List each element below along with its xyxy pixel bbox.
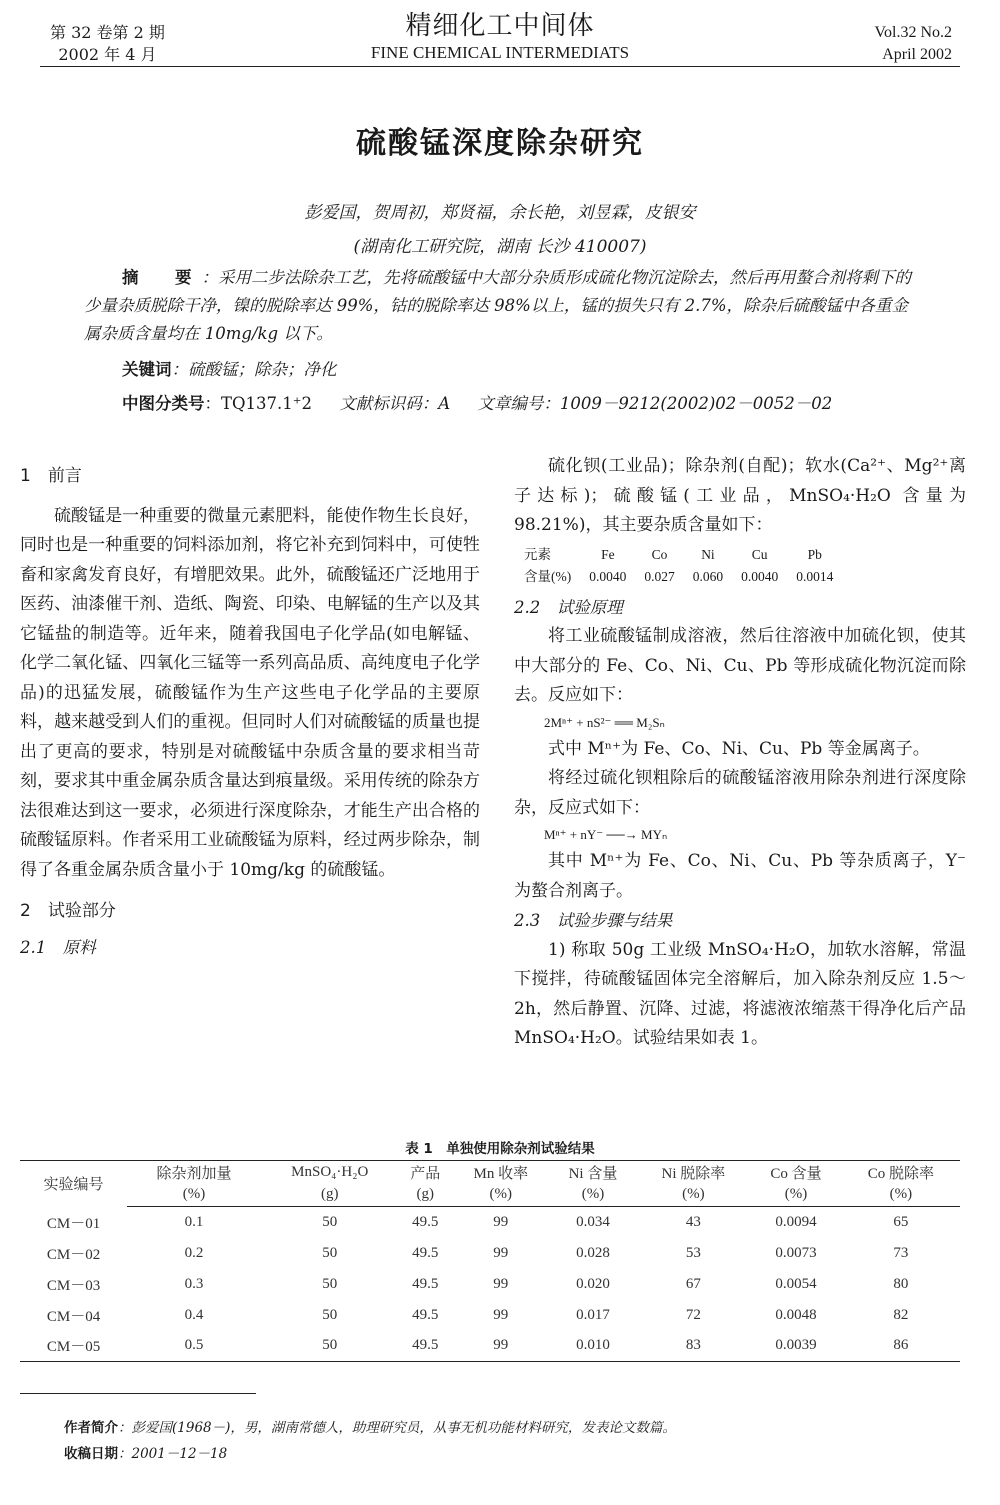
table-cell: 49.5 bbox=[412, 1244, 439, 1261]
table1-caption: 表 1 单独使用除杂剂试验结果 bbox=[405, 1141, 595, 1157]
table-cell: 49.5 bbox=[399, 1331, 453, 1362]
table1 bbox=[20, 1160, 960, 1362]
reaction-formula-2: Mⁿ⁺ + nY⁻ ──→ MYₙ bbox=[544, 827, 668, 842]
paper-title: 硫酸锰深度除杂研究 bbox=[356, 126, 644, 161]
table-cell: 0.010 bbox=[549, 1331, 636, 1362]
table1-header-cell: Mn 收率 bbox=[452, 1161, 549, 1184]
reaction-formula-1: 2Mⁿ⁺ + nS²⁻ ══ M₂Sₙ bbox=[544, 714, 665, 730]
impurity-value-cell: 0.0014 bbox=[796, 568, 834, 584]
journal-name-cn: 精细化工中间体 bbox=[405, 11, 595, 41]
subsection-2-3: 2.3 试验步骤与结果 bbox=[514, 911, 673, 930]
table-cell: 49.5 bbox=[412, 1213, 439, 1230]
table1-unit-cell: (%) bbox=[549, 1184, 636, 1207]
table1-unit-cell: (%) bbox=[636, 1184, 750, 1207]
table-cell: 99 bbox=[493, 1275, 509, 1292]
table1-header-row bbox=[20, 1161, 960, 1184]
table1-unit-cell: (%) bbox=[452, 1184, 549, 1207]
header-divider bbox=[40, 66, 960, 67]
principle-text-1: 将工业硫酸锰制成溶液，然后往溶液中加硫化钡，使其中大部分的 Fe、Co、Ni、Cu、Pb 等形成硫化物沉淀而除去。反应如下： bbox=[514, 626, 966, 705]
keywords-text: ：硫酸锰；除杂；净化 bbox=[171, 360, 337, 379]
table-cell: 0.0054 bbox=[775, 1275, 817, 1292]
author-bio bbox=[64, 1416, 676, 1436]
issue-date: 2002 年 4 月 bbox=[58, 45, 157, 64]
author-bio-text: ：彭爱国(1968－)，男，湖南常德人，助理研究员，从事无机功能材料研究，发表论文数篇。 bbox=[118, 1420, 676, 1436]
table-cell: 49.5 bbox=[412, 1306, 439, 1323]
table-cell: 67 bbox=[685, 1275, 701, 1292]
received-date-text: ：2001－12－18 bbox=[118, 1446, 228, 1462]
table-cell: 82 bbox=[893, 1306, 909, 1323]
principle-text-3: 将经过硫化钡粗除后的硫酸锰溶液用除杂剂进行深度除杂，反应式如下： bbox=[514, 768, 966, 818]
table-cell: 49.5 bbox=[412, 1275, 439, 1292]
keywords-label: 关键词 bbox=[122, 360, 172, 379]
table-cell: 50 bbox=[322, 1306, 338, 1323]
table-cell: 0.0094 bbox=[775, 1213, 817, 1230]
table-cell: 50 bbox=[322, 1213, 338, 1230]
table-cell: 0.0039 bbox=[750, 1331, 841, 1362]
table-cell: CM－02 bbox=[46, 1246, 101, 1263]
table1-header-cell: Ni 含量 bbox=[549, 1161, 636, 1184]
table-cell: 0.028 bbox=[576, 1244, 610, 1261]
volume-info-en bbox=[875, 22, 953, 66]
impurity-table bbox=[514, 543, 851, 589]
keywords bbox=[122, 356, 337, 380]
classification-code: ：TQ137.1⁺2 bbox=[204, 394, 312, 413]
table1-header-cell: Ni 脱除率 bbox=[636, 1161, 750, 1184]
table-row bbox=[20, 1207, 960, 1238]
issue-info bbox=[50, 22, 165, 66]
table-cell: 53 bbox=[685, 1244, 701, 1261]
table1-unit-cell: (%) bbox=[127, 1184, 261, 1207]
table-cell: 0.1 bbox=[184, 1213, 204, 1230]
left-column bbox=[20, 462, 480, 962]
table1-header-cell: 实验编号 bbox=[20, 1161, 127, 1207]
table-cell: 99 bbox=[493, 1213, 509, 1230]
table1-unit-cell: (g) bbox=[261, 1184, 399, 1207]
table-cell: 0.0073 bbox=[775, 1244, 817, 1261]
table1-header-cell: Co 含量 bbox=[750, 1161, 841, 1184]
table-cell: 0.0048 bbox=[775, 1306, 817, 1323]
table-cell: 0.4 bbox=[184, 1306, 204, 1323]
table-cell: 50 bbox=[322, 1244, 338, 1261]
table-row bbox=[20, 1269, 960, 1300]
received-date-label: 收稿日期 bbox=[64, 1446, 118, 1462]
author-list: 彭爱国，贺周初，郑贤福，余长艳，刘昱霖，皮银安 bbox=[304, 203, 696, 223]
impurity-header-row bbox=[516, 545, 849, 565]
impurity-header-cell: Fe bbox=[601, 546, 615, 562]
subsection-2-2: 2.2 试验原理 bbox=[514, 597, 623, 617]
author-bio-label: 作者简介 bbox=[64, 1420, 118, 1436]
table1-header-cell: MnSO₄·H₂O bbox=[261, 1161, 399, 1184]
abstract bbox=[84, 264, 920, 348]
article-number: 文章编号：1009－9212(2002)02－0052－02 bbox=[477, 394, 833, 413]
table-cell: 99 bbox=[493, 1244, 509, 1261]
principle-text-4: 其中 Mⁿ⁺为 Fe、Co、Ni、Cu、Pb 等杂质离子，Y⁻为螯合剂离子。 bbox=[514, 851, 966, 901]
table-cell: 86 bbox=[842, 1331, 960, 1362]
table-cell: 0.5 bbox=[127, 1331, 261, 1362]
table-cell: 99 bbox=[452, 1331, 549, 1362]
document-code: 文献标识码：A bbox=[339, 394, 451, 413]
received-date bbox=[64, 1442, 227, 1462]
table-cell: 83 bbox=[636, 1331, 750, 1362]
abstract-label: 摘 要 bbox=[122, 268, 202, 287]
impurity-header-cell: Pb bbox=[807, 546, 822, 562]
impurity-value-row bbox=[516, 567, 849, 587]
table-cell: 43 bbox=[685, 1213, 701, 1230]
table-cell: 80 bbox=[893, 1275, 909, 1292]
table-cell: CM－04 bbox=[46, 1308, 101, 1325]
abstract-text: ：采用二步法除杂工艺，先将硫酸锰中大部分杂质形成硫化物沉淀除去，然后再用螯合剂将剩下的少量杂质脱除干净，镍的脱除率达 99%，钴的脱除率达 98%以上，锰的损失只有 2.7%，除杂后硫酸锰中各重金属杂质含量均在 10mg/kg 以下。 bbox=[84, 268, 911, 343]
table-row bbox=[20, 1300, 960, 1331]
impurity-header-cell: Cu bbox=[751, 546, 768, 562]
section2-heading: 2 试验部分 bbox=[20, 901, 116, 921]
journal-masthead bbox=[290, 10, 710, 64]
principle-text-2: 式中 Mⁿ⁺为 Fe、Co、Ni、Cu、Pb 等金属离子。 bbox=[548, 738, 930, 759]
section1-heading: 1 前言 bbox=[20, 466, 82, 486]
table-cell: 65 bbox=[893, 1213, 909, 1230]
impurity-value-cell: 0.0040 bbox=[589, 568, 627, 584]
table-cell: 73 bbox=[893, 1244, 909, 1261]
affiliation: (湖南化工研究院，湖南 长沙 410007) bbox=[353, 237, 647, 257]
table-cell: 0.034 bbox=[576, 1213, 610, 1230]
table-cell: 0.017 bbox=[576, 1306, 610, 1323]
table-cell: CM－05 bbox=[20, 1331, 127, 1362]
impurity-value-cell: 含量(%) bbox=[524, 568, 572, 584]
table-row bbox=[20, 1238, 960, 1269]
classification-label: 中图分类号 bbox=[122, 394, 205, 413]
table-cell: CM－01 bbox=[46, 1215, 101, 1232]
table1-header-cell: 产品 bbox=[399, 1161, 453, 1184]
table-cell: 0.3 bbox=[184, 1275, 204, 1292]
table-cell: 50 bbox=[322, 1275, 338, 1292]
table-cell: CM－03 bbox=[46, 1277, 101, 1294]
journal-name-en: FINE CHEMICAL INTERMEDIATS bbox=[370, 43, 630, 62]
step-1-text: 1) 称取 50g 工业级 MnSO₄·H₂O，加软水溶解，常温下搅拌，待硫酸锰固体完全溶解后，加入除杂剂反应 1.5～2h，然后静置、沉降、过滤，将滤液浓缩蒸干得净化后产品 MnSO₄·H₂O。试验结果如表 1。 bbox=[514, 939, 966, 1048]
issue-number: 第 32 卷第 2 期 bbox=[50, 23, 165, 42]
classification-line bbox=[122, 390, 832, 414]
table-cell: 0.2 bbox=[184, 1244, 204, 1261]
table-row bbox=[20, 1331, 960, 1362]
volume-number-en: Vol.32 No.2 bbox=[874, 24, 952, 41]
footnote-divider bbox=[20, 1393, 256, 1394]
table-cell: 72 bbox=[685, 1306, 701, 1323]
subsection-2-1: 2.1 原料 bbox=[20, 937, 96, 957]
section1-body: 硫酸锰是一种重要的微量元素肥料，能使作物生长良好，同时也是一种重要的饲料添加剂，将它补充到饲料中，可使牲畜和家禽发育良好，有增肥效果。此外，硫酸锰还广泛地用于医药、油漆催干剂、造纸、陶瓷、印染、电解锰的生产以及其它锰盐的制造等。近年来，随着我国电子化学品(如电解锰、化学二氧化锰、四氧化三锰等一系列高品质、高纯度电子化学品)的迅猛发展，硫酸锰作为生产这些电子化学品的主要原料，越来越受到人们的重视。但同时人们对硫酸锰的质量也提出了更高的要求，特别是对硫酸锰中杂质含量的要求相当苛刻，要求其中重金属杂质含量达到痕量级。采用传统的除杂方法很难达到这一要求，必须进行深度除杂，才能生产出合格的硫酸锰原料。作者采用工业硫酸锰为原料，经过两步除杂，制得了各重金属杂质含量小于 10mg/kg 的硫酸锰。 bbox=[20, 505, 480, 880]
table1-unit-cell: (%) bbox=[750, 1184, 841, 1207]
right-column bbox=[514, 452, 966, 1054]
impurity-header-cell: Ni bbox=[701, 546, 715, 562]
impurity-value-cell: 0.027 bbox=[644, 568, 675, 584]
impurity-header-cell: Co bbox=[651, 546, 668, 562]
impurity-header-cell: 元素 bbox=[524, 546, 551, 562]
table1-unit-cell: (%) bbox=[842, 1184, 960, 1207]
impurity-value-cell: 0.0040 bbox=[741, 568, 779, 584]
table1-header-cell: Co 脱除率 bbox=[842, 1161, 960, 1184]
impurity-value-cell: 0.060 bbox=[692, 568, 724, 584]
volume-date-en: April 2002 bbox=[882, 46, 952, 63]
table-cell: 99 bbox=[493, 1306, 509, 1323]
table-cell: 50 bbox=[261, 1331, 399, 1362]
materials-text: 硫化钡(工业品)；除杂剂(自配)；软水(Ca²⁺、Mg²⁺离子达标)；硫酸锰(工业品，MnSO₄·H₂O 含量为 98.21%)，其主要杂质含量如下： bbox=[514, 456, 966, 535]
table-cell: 0.020 bbox=[576, 1275, 610, 1292]
table1-header-cell: 除杂剂加量 bbox=[127, 1161, 261, 1184]
table1-unit-cell: (g) bbox=[399, 1184, 453, 1207]
table1-unit-row bbox=[20, 1184, 960, 1207]
